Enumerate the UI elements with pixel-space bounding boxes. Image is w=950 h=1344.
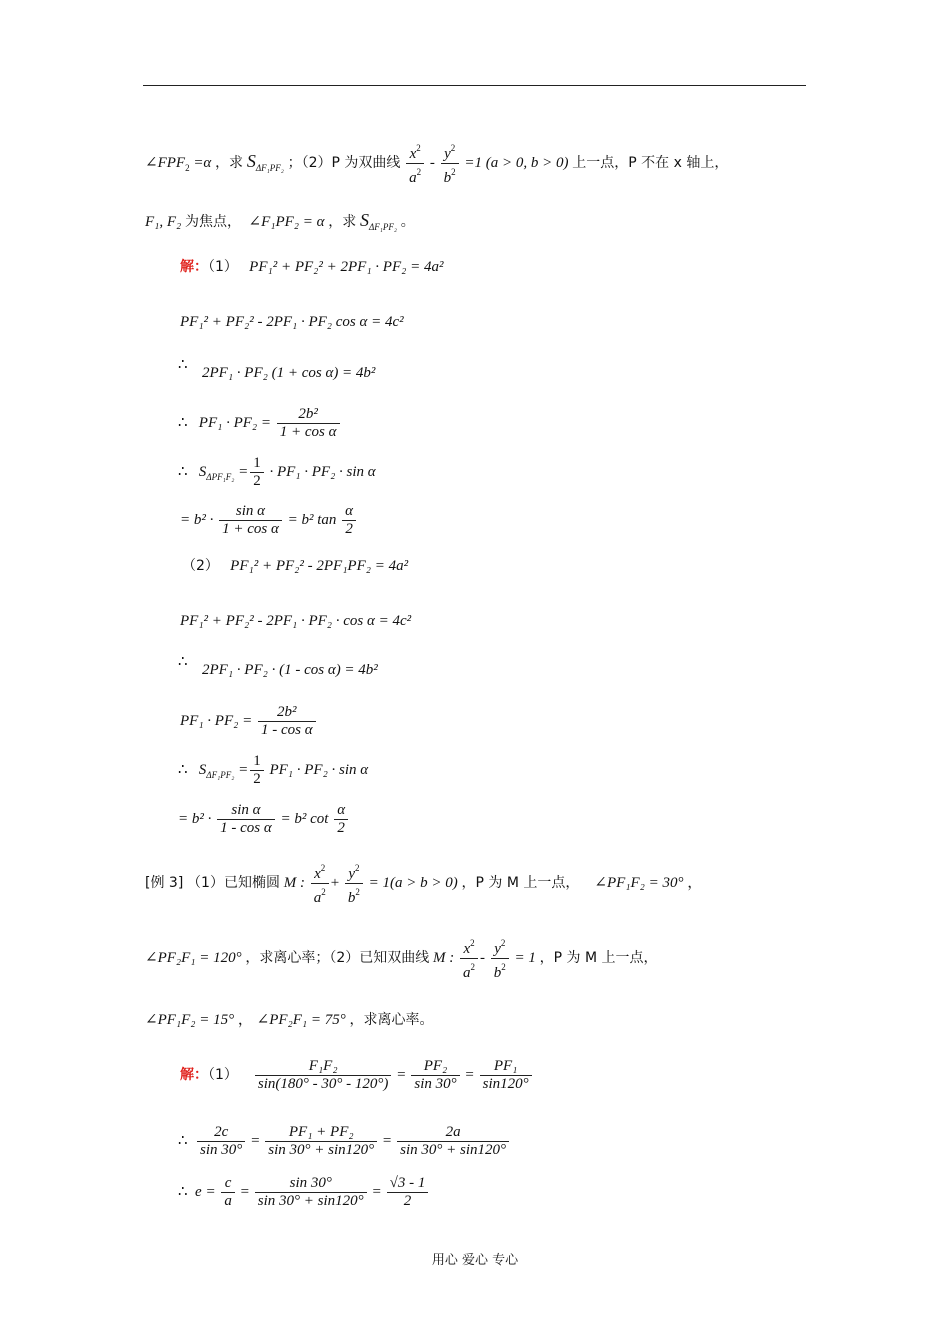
equation: = b² cot	[280, 810, 329, 827]
not-on-axis-text: 上一点，P 不在 x 轴上，	[572, 154, 729, 171]
fraction: $\frac{\text{PF₂}}{\sin 30^\circ}$	[411, 1058, 459, 1093]
sol3-eq2: ∴ $\frac{2c}{\sin 30^\circ}$ = $\frac{\text{PF₁ + PF₂}}{\sin 30^\circ + \sin 120^\circ}$ = $\frac{2a}{\sin 30^\circ + \sin 120^\circ}$	[178, 1124, 511, 1159]
sol2-therefore-1	[178, 652, 188, 671]
condition: = 1(a > b > 0)	[368, 874, 458, 891]
equation: = b² tan	[287, 511, 337, 528]
equation: = b² ·	[178, 810, 212, 827]
equation: PF₁² + PF₂² - 2PF₁ · PF₂ cos α = 4c²	[180, 314, 404, 330]
angle-fpf2: ∠FPF	[145, 154, 186, 171]
therefore-symbol: ∴	[178, 463, 188, 480]
solution-part-1: （1）	[208, 1066, 238, 1083]
fraction: $\frac{c}{a}$	[221, 1175, 235, 1210]
frac-x2-a2: $\frac{x^2}{a^2}$	[460, 935, 478, 982]
area-symbol: S	[198, 463, 207, 480]
one-half: $\frac{1}{2}$	[250, 753, 264, 788]
equation: PF₁ · PF₂ =	[198, 414, 271, 431]
fraction: $\frac{√3 - 1}{2}$	[387, 1175, 429, 1210]
solution-part-2: （2）	[182, 558, 219, 574]
solution-label: 解：	[180, 1066, 208, 1083]
point-text: ，P 为 M 上一点，	[461, 874, 580, 891]
hyperbola-intro: ，求离心率；（2）已知双曲线	[245, 949, 430, 966]
equation: PF₁ · PF₂ =	[180, 712, 253, 729]
frac-x2-a2: $\frac{x^2}{a^2}$	[406, 140, 424, 187]
foci-text: 为焦点，	[185, 214, 242, 230]
curve-name: M :	[433, 949, 455, 966]
page-footer: 用心 爱心 专心	[431, 1253, 519, 1268]
area-symbol-2: S	[360, 210, 369, 230]
foci-label: F₁, F₂	[145, 214, 182, 230]
sol2-eq2	[180, 613, 411, 630]
sol2-eq3	[202, 662, 378, 679]
therefore-symbol: ∴	[178, 654, 188, 670]
ex3-line-1: [例 3] （1）已知椭圆 M : $\frac{x^2}{a^2}$ + $\frac{y^2}{b^2}$ = 1(a > b > 0) ，P 为 M 上一点， ∠PF₁F₂ = 30° ，	[145, 860, 702, 907]
frac-y2-b2: $\frac{y^2}{b^2}$	[345, 860, 363, 907]
sol1-eq2	[180, 314, 404, 331]
fraction: $\frac{\text{PF₁}}{\sin 120^\circ}$	[480, 1058, 532, 1093]
fraction: $\frac{\sin 30^\circ}{\sin 30^\circ + \sin 120^\circ}$	[255, 1175, 367, 1210]
sol1-eq6	[180, 503, 358, 538]
equation: = b² ·	[180, 511, 214, 528]
angle-f1pf2: ∠F₁PF₂ = α	[248, 214, 325, 230]
sol2-eq4	[180, 704, 318, 739]
equation: PF₁² + PF₂² + 2PF₁ · PF₂ = 4a²	[249, 259, 444, 275]
therefore-symbol: ∴	[178, 1132, 188, 1149]
fraction: $\frac{\text{2b²}}{\text{1 + cos α}}$	[277, 406, 340, 441]
area-subscript: ΔPF₁F₂	[206, 471, 235, 482]
therefore-symbol: ∴	[178, 1183, 188, 1200]
area-subscript-2: ΔF₁PF₂	[369, 222, 398, 232]
angle: ∠PF₁F₂ = 15°	[145, 1012, 235, 1028]
frac-y2-b2: $\frac{y^2}{b^2}$	[441, 140, 459, 187]
frac-y2-b2: $\frac{y^2}{b^2}$	[491, 935, 509, 982]
therefore-symbol: ∴	[178, 357, 188, 373]
therefore-symbol: ∴	[178, 761, 188, 778]
ask-text-2: ，求	[328, 214, 357, 230]
one-half: $\frac{1}{2}$	[250, 455, 264, 490]
sol3-eq3: ∴ e = $\frac{c}{a}$ = $\frac{\sin 30^\circ}{\sin 30^\circ + \sin 120^\circ}$ = $\frac{√3 - 1}{2}$	[178, 1175, 430, 1210]
alpha-half: $\frac{\alpha}{2}$	[342, 503, 356, 538]
fraction: $\frac{\text{2b²}}{\text{1 - cos α}}$	[258, 704, 316, 739]
angle: ∠PF₂F₁ = 120°	[145, 949, 242, 966]
equation: PF₁² + PF₂² - 2PF₁PF₂ = 4a²	[230, 558, 409, 574]
sol2-eq1	[182, 555, 408, 575]
problem-line-2	[145, 210, 415, 232]
sol1-eq4	[178, 406, 342, 441]
problem-line-1: $\angle FPF_2 =\alpha$ ，求 $S_{\Delta F_1PF_2}$ ；（2）P 为双曲线 $\frac{x^2}{a^2}$ - $\frac{y^2}{b^2}$ =1 (a > 0, b > 0) 上一点，P 不在 x 轴上，	[145, 140, 728, 187]
equation: PF₁² + PF₂² - 2PF₁ · PF₂ · cos α = 4c²	[180, 613, 412, 629]
comma: ，	[237, 1012, 253, 1028]
equation: 2PF₁ · PF₂ (1 + cos α) = 4b²	[202, 365, 376, 381]
solution-label: 解：	[180, 259, 208, 275]
fraction: $\frac{\text{F₁F₂}}{\sin(180^\circ - 30^\circ - 120^\circ)}$	[255, 1058, 391, 1093]
eccentricity: e =	[195, 1183, 216, 1200]
fraction: $\frac{2c}{\sin 30^\circ}$	[197, 1124, 245, 1159]
comma: ，	[687, 874, 703, 891]
area-subscript: ΔF₁PF₂	[206, 769, 235, 780]
area-symbol: S	[198, 761, 207, 778]
ask-text: ，求	[215, 154, 244, 171]
therefore-symbol: ∴	[178, 414, 188, 431]
area-symbol: S	[246, 150, 256, 171]
sol1-eq1	[180, 256, 443, 276]
alpha-value: =α	[193, 154, 212, 171]
ex3-line-2: ∠PF₂F₁ = 120° ，求离心率；（2）已知双曲线 M : $\frac{x^2}{a^2}$ - $\frac{y^2}{b^2}$ = 1 ，P 为 M 上一点，	[145, 935, 658, 982]
point-text: ，P 为 M 上一点，	[539, 949, 658, 966]
frac-x2-a2: $\frac{x^2}{a^2}$	[311, 860, 329, 907]
sol2-eq6	[178, 802, 350, 837]
sol1-eq3	[202, 365, 375, 382]
header-rule	[143, 85, 806, 86]
equation: 2PF₁ · PF₂ · (1 - cos α) = 4b²	[202, 662, 378, 678]
sol2-eq5: ∴ $S_{\Delta F_1PF_2}$ = $\frac{1}{2}$ PF₁ · PF₂ · sin α	[178, 753, 369, 787]
period: 。	[400, 214, 415, 230]
sol1-therefore-1	[178, 355, 188, 374]
solution-part-1: （1）	[208, 259, 238, 275]
angle: ∠PF₂F₁ = 75°	[256, 1012, 346, 1028]
fraction: $\frac{2a}{\sin 30^\circ + \sin 120^\circ}$	[397, 1124, 509, 1159]
alpha-half: $\frac{\alpha}{2}$	[334, 802, 348, 837]
example-label: [例 3]	[145, 874, 184, 891]
fraction: $\frac{\text{sin α}}{\text{1 - cos α}}$	[217, 802, 275, 837]
ex3-line-3	[145, 1008, 433, 1029]
curve-name: M :	[283, 874, 305, 891]
ask-text: ，求离心率。	[349, 1012, 434, 1028]
condition: = 1	[514, 949, 536, 966]
angle: ∠PF₁F₂ = 30°	[594, 874, 684, 891]
sol1-eq5: ∴ $S_{\Delta PF_1F_2}$ = $\frac{1}{2}$ · PF₁ · PF₂ · sin α	[178, 455, 376, 489]
ellipse-intro: （1）已知椭圆	[187, 874, 280, 891]
equation: PF₁ · PF₂ · sin α	[269, 761, 369, 778]
area-subscript: ΔF₁PF₂	[255, 162, 284, 173]
fraction: $\frac{\text{PF₁ + PF₂}}{\sin 30^\circ + \sin 120^\circ}$	[265, 1124, 377, 1159]
hyperbola-intro: ；（2）P 为双曲线	[287, 154, 401, 171]
equation: · PF₁ · PF₂ · sin α	[269, 463, 376, 480]
sol3-eq1: 解：（1） $\frac{\text{F₁F₂}}{\sin(180^\circ - 30^\circ - 120^\circ)}$ = $\frac{\text{PF₂}}{\sin 30^\circ}$ = $\frac{\text{PF₁}}{\sin 120^\circ}$	[180, 1058, 534, 1093]
fraction: $\frac{\text{sin α}}{\text{1 + cos α}}$	[219, 503, 282, 538]
